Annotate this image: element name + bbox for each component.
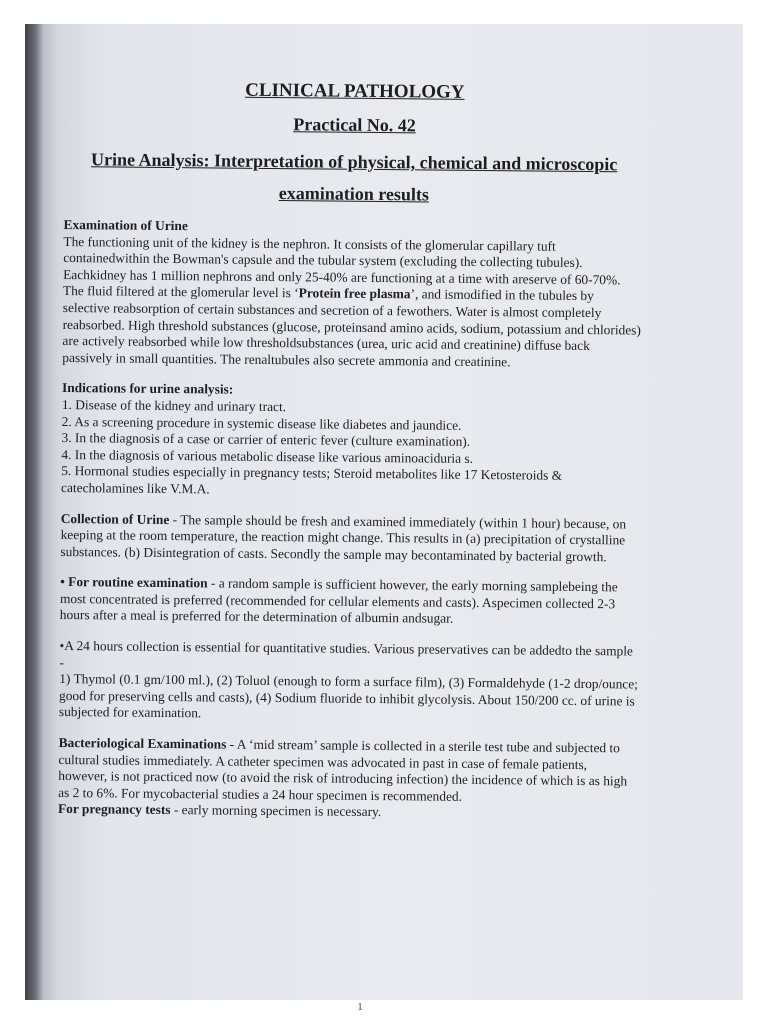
examination-heading: Examination of Urine: [63, 216, 188, 234]
protein-free-plasma-term: Protein free plasma: [298, 285, 411, 302]
practical-number: Practical No. 42: [293, 114, 416, 136]
indication-item: 5. Hormonal studies especially in pregnancy tests; Steroid metabolites like 17 Ketosteroids & catecholamines like V.M.A.: [60, 463, 563, 497]
collection-heading: Collection of Urine: [60, 510, 170, 527]
routine-section: [60, 574, 640, 629]
collection-text: [60, 510, 640, 565]
indication-item: 3. In the diagnosis of a case or carrier of enteric fever (culture examination).: [61, 430, 471, 450]
page-number: 1: [357, 1002, 363, 1013]
collection24-section: [59, 638, 640, 727]
document-title: CLINICAL PATHOLOGY: [245, 79, 465, 103]
examination-text-part1: The functioning unit of the kidney is the nephron. It consists of the glomerular capillary tuft containedwithin the Bowman's capsule and the tubular system (excluding the collecting tubules). Eachkidney has 1 million nephrons and only 25-40% are functioning at a time with areserve of 60-70%. The fluid filtered at the glomerular level is ‘: [62, 233, 621, 301]
indications-heading: Indications for urine analysis:: [61, 380, 234, 397]
collection-body: - The sample should be fresh and examined immediately (within 1 hour) because, on keeping at the room temperature, the reaction might change. This results in (a) precipitation of crystalline substances. (b) Disintegration of casts. Secondly the sample may becontaminated by bacterial growth.: [60, 511, 627, 564]
document-subtitle: Urine Analysis: Interpretation of physical, chemical and microscopic examination results: [90, 149, 618, 205]
indication-item: 2. As a screening procedure in systemic disease like diabetes and jaundice.: [61, 413, 462, 433]
bacteriological-heading: Bacteriological Examinations: [58, 735, 227, 752]
document-photo: [25, 24, 743, 1000]
bacteriological-body: - A ‘mid stream’ sample is collected in a sterile test tube and subjected to cultural studies immediately. A catheter specimen was advocated in past in case of female patients, however, is not practiced now (to avoid the risk of introducing infection) the incidence of which is as high as 2 to 6%. For mycobacterial studies a 24 hour specimen is recommended.: [58, 736, 628, 804]
examination-text-part2: ’, and ismodified in the tubules by selective reabsorption of certain substances and secretion of a fewothers. Water is almost completely reabsorbed. High threshold substances (glucose, proteinsand amino acids, sodium, potassium and chlorides) are actively reabsorbed while low thresholdsubstances (urea, uric acid and creatinine) diffuse back passively in small quantities. The renaltubules also secrete ammonia and creatinine.: [62, 286, 641, 370]
pregnancy-body: - early morning specimen is necessary.: [170, 802, 382, 820]
indications-section: [61, 380, 642, 502]
indication-item: 1. Disease of the kidney and urinary tract.: [61, 396, 287, 415]
routine-text: [60, 574, 640, 629]
bacteriological-section: [58, 735, 639, 824]
document-page: [58, 78, 645, 838]
pregnancy-heading: For pregnancy tests: [57, 801, 171, 818]
collection24-text: •A 24 hours collection is essential for quantitative studies. Various preservatives can be addedto the sample -: [59, 638, 634, 670]
examination-section: [62, 217, 643, 372]
bullet-icon: •: [60, 574, 65, 590]
preservatives-text: 1) Thymol (0.1 gm/100 ml.), (2) Toluol (enough to form a surface film), (3) Formaldehyde (1-2 drop/ounce; good for preserving cells and casts), (4) Sodium fluoride to inhibit glycolysis. About 150/200 cc. of urine is subjected for examination.: [58, 671, 638, 721]
collection-section: [60, 510, 640, 565]
bacteriological-text: [58, 735, 639, 807]
routine-heading: For routine examination: [68, 574, 208, 591]
indication-item: 4. In the diagnosis of various metabolic disease like various aminoaciduria s.: [61, 446, 474, 466]
examination-text: [62, 234, 643, 372]
routine-body: - a random sample is sufficient however, the early morning samplebeing the most concentrated is preferred (recommended for cellular elements and casts). Aspecimen collected 2-3 hours after a meal is preferred for the determination of albumin andsugar.: [59, 575, 618, 627]
